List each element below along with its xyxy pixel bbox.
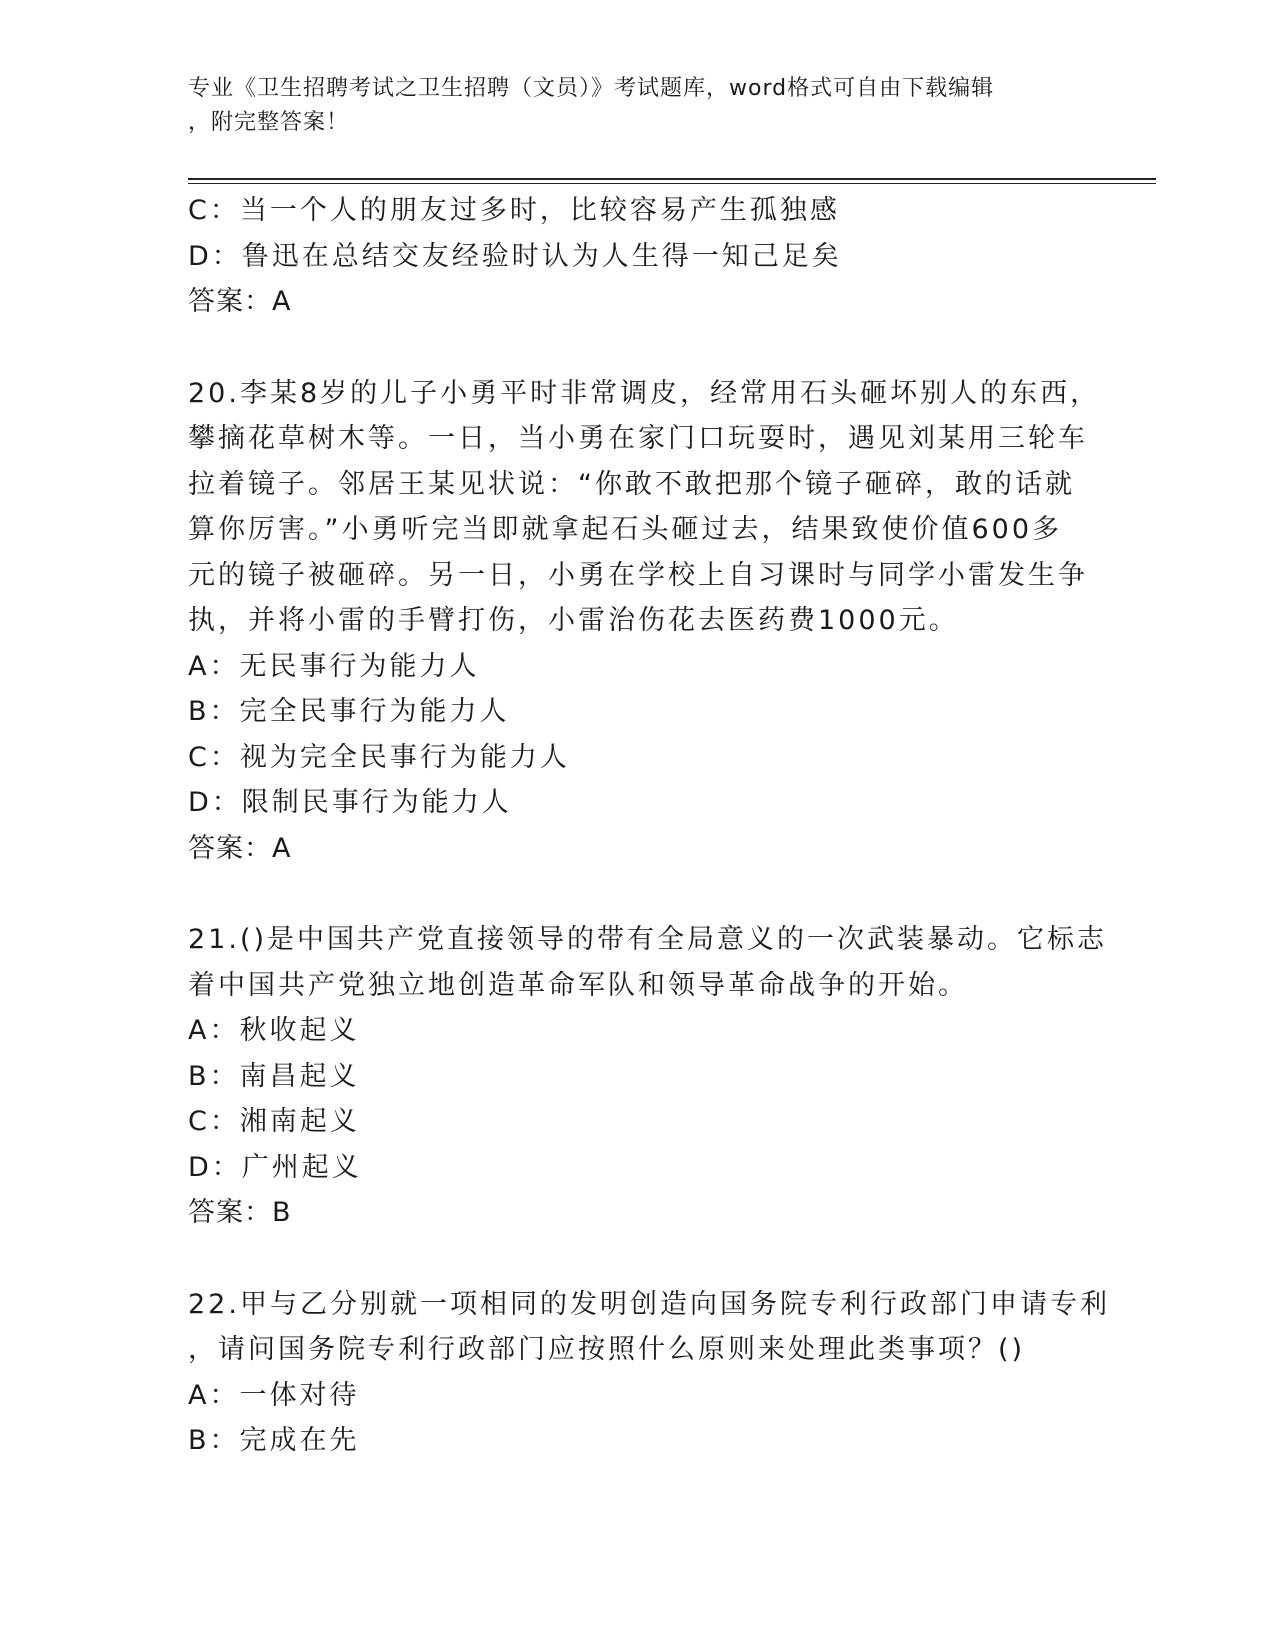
document-header <box>188 72 1088 140</box>
question-19-option-d: D：鲁迅在总结交友经验时认为人生得一知己足矣 <box>188 240 842 272</box>
question-20-option-a: A：无民事行为能力人 <box>188 650 480 682</box>
question-21-answer: 答案：B <box>188 1197 292 1228</box>
question-21-option-d: D：广州起义 <box>188 1151 362 1183</box>
question-22-option-b: B：完成在先 <box>188 1425 360 1456</box>
question-20-answer: 答案：A <box>188 832 292 864</box>
question-22-stem-line: ，请问国务院专利行政部门应按照什么原则来处理此类事项？() <box>188 1334 1026 1365</box>
question-20-stem-line: 算你厉害。”小勇听完当即就拿起石头砸过去，结果致使价值600多 <box>188 514 1063 545</box>
question-20-option-c: C：视为完全民事行为能力人 <box>188 741 570 773</box>
question-20-option-d: D：限制民事行为能力人 <box>188 787 512 818</box>
question-20-stem-line: 执，并将小雷的手臂打伤，小雷治伤花去医药费1000元。 <box>188 605 959 636</box>
spacer <box>188 871 1088 917</box>
question-20-stem-line: 拉着镜子。邻居王某见状说：“你敢不敢把那个镜子砸碎，敢的话就 <box>188 468 1075 500</box>
question-22 <box>188 1282 1110 1464</box>
question-20-stem-line: 攀摘花草树木等。一日，当小勇在家门口玩耍时，遇见刘某用三轮车 <box>188 423 1088 454</box>
question-22-option-a: A：一体对待 <box>188 1379 360 1411</box>
spacer <box>188 1236 1088 1282</box>
question-content <box>188 188 1110 1464</box>
question-21-option-c: C：湘南起义 <box>188 1106 360 1137</box>
question-21 <box>188 917 1108 1236</box>
header-line-2: ，附完整答案！ <box>188 110 350 135</box>
spacer <box>188 325 1088 371</box>
question-19-option-c: C：当一个人的朋友过多时，比较容易产生孤独感 <box>188 195 840 226</box>
question-20-option-b: B：完全民事行为能力人 <box>188 696 510 727</box>
question-20 <box>188 371 1101 872</box>
question-20-stem-line: 元的镜子被砸碎。另一日，小勇在学校上自习课时与同学小雷发生争 <box>188 559 1088 591</box>
question-19-answer: 答案：A <box>188 286 292 317</box>
question-22-stem-line: 22.甲与乙分别就一项相同的发明创造向国务院专利行政部门申请专利 <box>188 1288 1110 1320</box>
question-20-stem-line: 20.李某8岁的儿子小勇平时非常调皮，经常用石头砸坏别人的东西， <box>188 377 1101 409</box>
question-21-option-a: A：秋收起义 <box>188 1015 360 1046</box>
header-rule-thin <box>188 183 1156 184</box>
header-line-1: 专业《卫生招聘考试之卫生招聘（文员）》考试题库，word格式可自由下载编辑 <box>188 76 995 101</box>
question-21-stem-line: 着中国共产党独立地创造革命军队和领导革命战争的开始。 <box>188 969 968 1001</box>
question-21-stem-line: 21.()是中国共产党直接领导的带有全局意义的一次武装暴动。它标志 <box>188 924 1108 955</box>
header-rule-thick <box>188 178 1156 180</box>
question-19-tail <box>188 188 1088 325</box>
question-21-option-b: B：南昌起义 <box>188 1060 360 1092</box>
